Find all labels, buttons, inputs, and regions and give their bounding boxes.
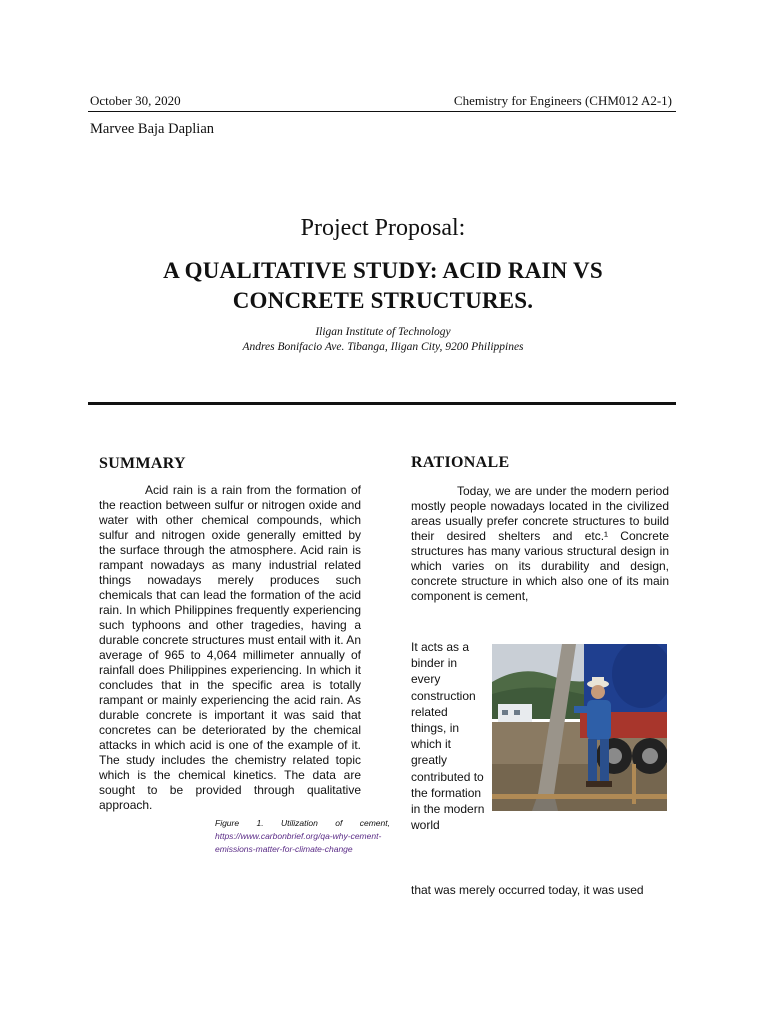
figure-source-link[interactable]: https://www.carbonbrief.org/qa-why-cement-emissions-matter-for-climate-change [215, 831, 382, 854]
summary-heading: SUMMARY [99, 455, 186, 472]
affiliation [88, 325, 678, 355]
rationale-paragraph [411, 484, 669, 604]
section-divider [88, 402, 676, 405]
title-line-2: CONCRETE STRUCTURES. [232, 288, 534, 313]
header-date: October 30, 2020 [90, 93, 181, 108]
cement-pouring-photo [492, 644, 667, 811]
summary-paragraph [99, 483, 361, 813]
rationale-continuation: that was merely occurred today, it was used [411, 883, 644, 897]
rationale-heading: RATIONALE [411, 454, 510, 471]
header-course: Chemistry for Engineers (CHM012 A2-1) [453, 93, 672, 108]
institution-name: Iligan Institute of Technology [315, 326, 451, 338]
summary-text: Acid rain is a rain from the formation of the reaction between sulfur or nitrogen oxide and water with other chemical compounds, which sulfur and nitrogen oxide generally emitted by the surface through the atmosphere. Acid rain is rampant nowadays as many industrial related things nowadays merely produces such chemicals that can lead the formation of the acid rain. In which Philippines frequently experiencing such typhoons and other tragedies, having a durable concrete structures must entail with it. An average of 965 to 4,064 millimeter annually of rainfall does Philippines experiencing. In which it concludes that in the specific area is totally rampant or mainly experiencing the acid rain. As durable concrete is important it was said that concretes can be deteriorated by the chemical attacks in which acid is one of the example of it. The study includes the chemistry related topic which is the chemical kinetics. The data are sought to be provided through qualitative approach. [99, 483, 361, 812]
title-line-1: A QUALITATIVE STUDY: ACID RAIN VS [163, 258, 603, 283]
document-title [100, 256, 666, 316]
header-divider [88, 111, 676, 112]
project-label: Project Proposal: [300, 215, 466, 241]
institution-address: Andres Bonifacio Ave. Tibanga, Iligan City, 9200 Philippines [242, 341, 524, 353]
rationale-text: Today, we are under the modern period mostly people nowadays located in the civilized areas usually prefer concrete structures to build their desired shelters and etc.¹ Concrete structures has many various structural design in which varies on its durability and design, concrete structure in which also one of its main component is cement, [411, 484, 669, 603]
figure-caption-text: Figure 1. Utilization of cement, [215, 818, 390, 828]
figure-caption [215, 817, 390, 856]
rationale-wrap-text: It acts as a binder in every construction related things, in which it greatly contributed to the formation in the modern world [411, 640, 485, 833]
author-name: Marvee Baja Daplian [90, 121, 215, 137]
